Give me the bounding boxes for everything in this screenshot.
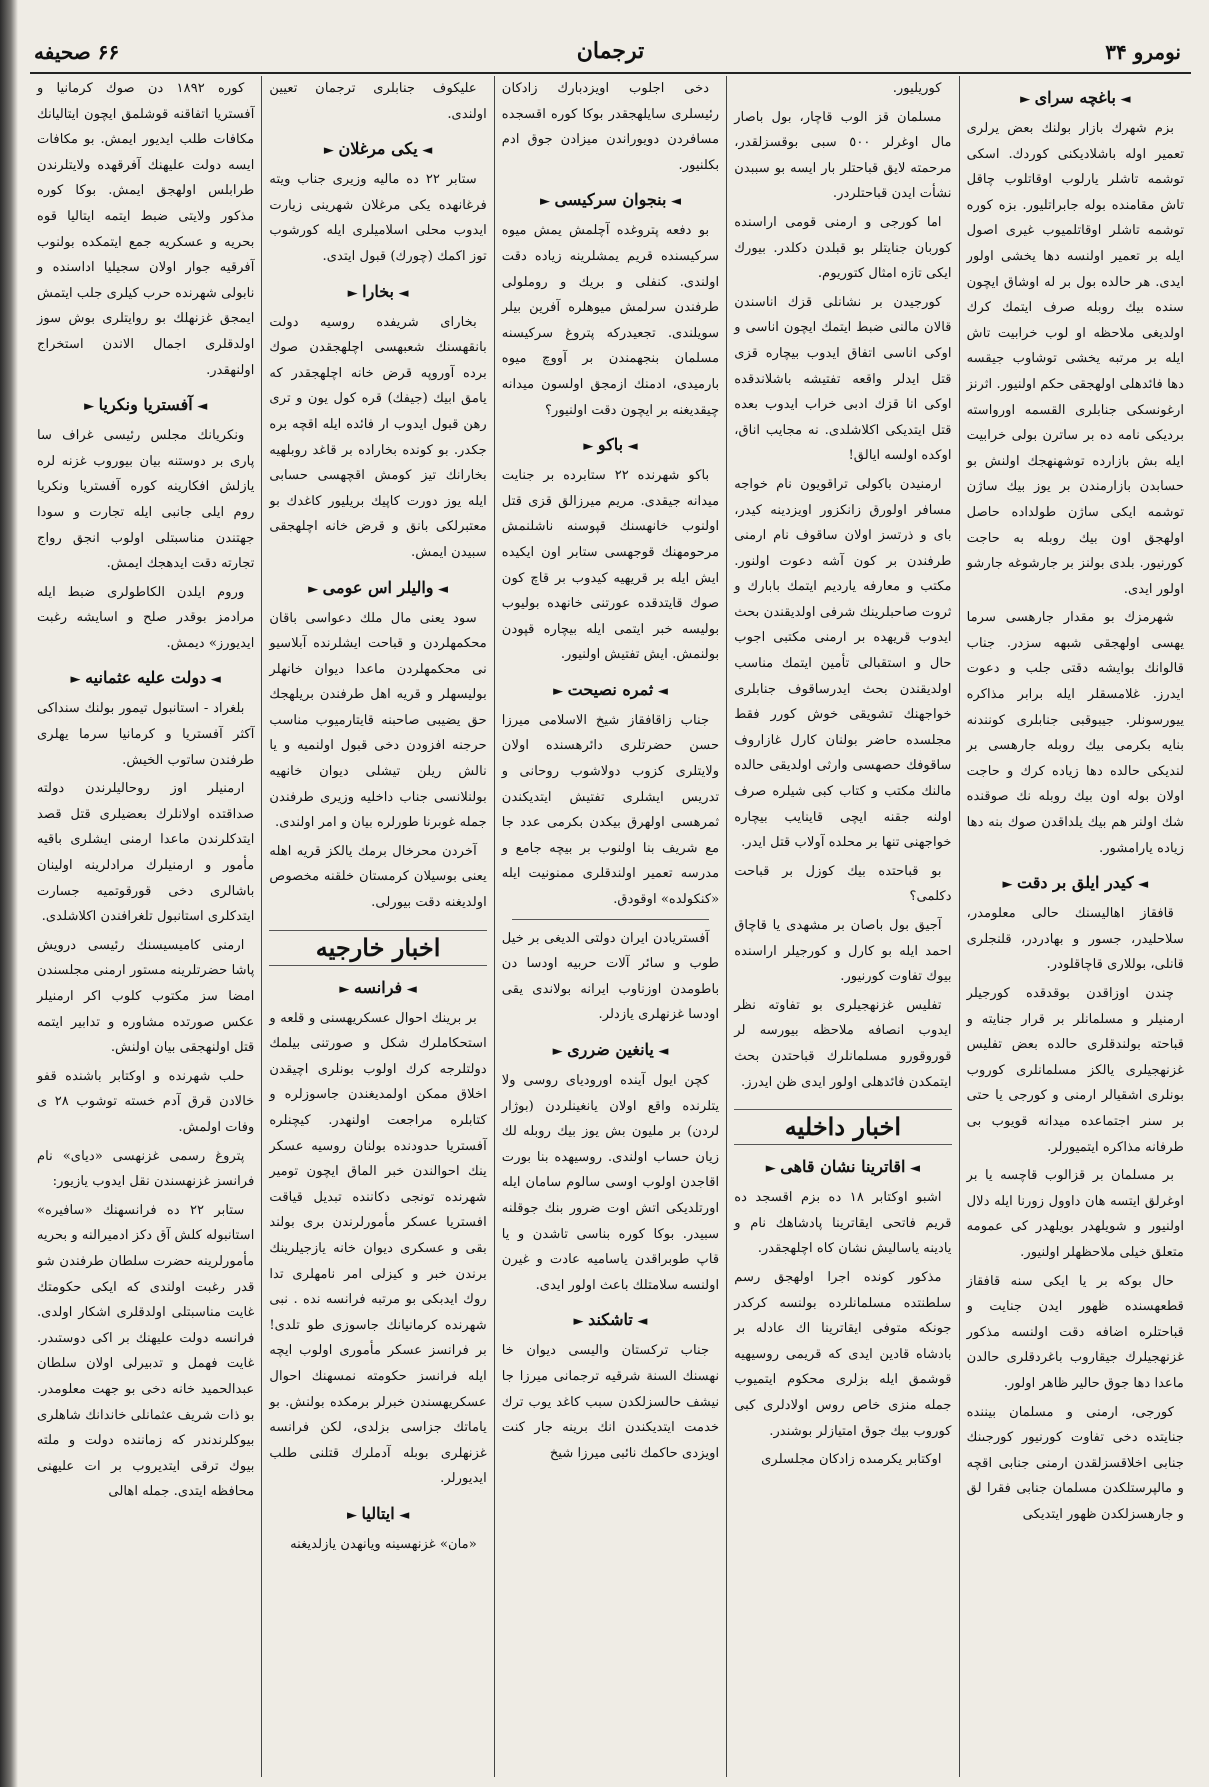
ornament-icon: ◄ [433, 581, 449, 597]
article-paragraph: عليكوف جنابلرى ترجمان تعيين اولندى. [269, 81, 487, 122]
section-heading [269, 137, 486, 163]
article-paragraph: بلغراد - استانبول تيمور بولنك سنداكى آكثر آفستريا و كرمانيا سرما يهلرى طرفندن ساتوب الخيش. [36, 701, 255, 768]
ornament-icon: ◄ [653, 683, 668, 699]
ornament-icon: ► [70, 672, 86, 688]
section-heading [734, 1155, 951, 1181]
section-heading-text: كيدر ايلق بر دقت [1017, 873, 1134, 893]
ornament-icon: ◄ [192, 399, 208, 415]
article-paragraph: كوره ١٨٩٢ دن صوك كرمانيا و آفستريا اتفاقنه قوشلمق ايچون ايتاليانك مكافات طلب ايديور ايمش. بو مكافات ايسه دولت عليهنك آفرقهده ولايتلرندن طرابلس اولهجق ايمش. بوكا كوره مذكور ولايتى ضبط ايتمه ايتاليا قوه بحريه و عسكريه جمع ايتمكده بولنوب آفرقيه جوار اولان سجيليا اداسنده و نابولى شهرنده حرب كيلرى جلب ايتمش ايمجق غزنهلك بو روايتلرى بوش سوز اولدقلرى اجمال الاندن استخراج اولنهقدر. [36, 81, 255, 378]
ornament-icon: ► [553, 683, 568, 699]
divider [512, 919, 709, 920]
section-heading [37, 393, 254, 419]
article-paragraph: كورجى، ارمنى و مسلمان بيننده جنايتده دخى تفاوت كورنيور كورجىنك جنابى اخلاقسزلقدن ارمنى جنابى اقچه و مالپرستلكدن مسلمان جنابى فقرا لق و جارهسزلكدن ظهور ايتديكى [966, 1404, 1184, 1522]
ornament-icon: ◄ [393, 285, 409, 301]
section-heading [269, 280, 486, 306]
article-paragraph: «مان» غزنهسينه ويانهدن يازلديغنه [290, 1536, 477, 1552]
column-2 [726, 76, 958, 1777]
article-paragraph: بر برينك احوال عسكريهسنى و قلعه و استحكاملرك شكل و صورتنى بيلمك دولتلرجه كرك اولوب بونلرى اچيقدن اخلاق ممكن اولمديغندن جاسوزلره و كتابلره مراجعت اولنهدر. كيچنلره آفستريا حدودنده بولنان روسيه عسكر ينك احوالندن خبر الماق ايچون تومير شهرنده تونجى دكاننده تبديل قياقت افستريا عسكر مأمورلرندن برى بولند بقى و عسكرى ديوان خانه يازجيلرينك برندن خبر و كيزلى امر نامهلرى تدا روك ايدبكى بو مرتبه فرانسه نده . نبى شهرنده كرمانيانك جاسوزى طو تلدى! بر فرانسز عسكر مأمورى اولوب ايچه ايله فرانسز حكومته نمسهنك احوال عسكريهسندن خبرلر برمكده بولنش. بو ياماتك جزاسى بزلدى، لكن فرانسه غزنهلرى بوبله آدملرك قتلنى طلب ايديورلر. [269, 1010, 487, 1487]
article-paragraph: سود يعنى مال ملك دعواسى باقان محكمهلردن و قباحت ايشلرنده آبلاسيو نى محكمهلردن ماعدا ديوان خانهلر بوليسهلر و قريه اهل طرفندن بريلهجك حق يضيبى صاحبنه قايتارميوب مناسب حرجنه افزودن دخى قبول اولنميه و يا نالش ريلن تيشلى ديوان خانهيه بولنلانسى جناب داخليه وزيرى طرفندن جمله غوبرنا طورلره بيان و امر اولندى. [269, 610, 487, 831]
article-paragraph: بو قباحتده بيك كوزل بر قباحت دكلمى؟ [734, 863, 952, 905]
article-paragraph: آجيق بول باصان بر مشهدى يا قاچاق احمد ايله بو كارل و كورجيلر اراسنده بيوك تفاوت كورنيور. [734, 918, 952, 985]
article-paragraph: بزم شهرك بازار بولنك بعض يرلرى تعمير اوله باشلاديكنى كوردك. اسكى توشمه تاشلر يارلوب اوقاتلوب چاقل تاش مقامنده بوله جابراتليور. بزه كوره توشمه تاشلر اوقاتلميوب غيرى اصول ايله بر تعمير اولنسه دها يخشى اولور ايدى. هر حالده بول بر له اوشاق ايچون سنده بيك روبله صرف ايتمك كرك اولديغى ملاحظه او لوب خرابيت تاش ايله بر مرتبه يخشى توشاوب جيقسه دها فائدهلى اولهجقى حكم اولنيور. اثرنز ارغونسكى جنابلرى القسمه اورواسته برديكى نامه ده بر ساترن بولى خرابيت ايله بش بازارده توشهنهجك اولنش بو حسابدن بازارمندن بر يوز بيك ساژن توشمه ايكى ساژن طولداده حاصل اولهجق اون بيك روبله به حاجت كورنيور. بلدى بولنز بر جارشوغه جارشو اولور ايدى. [966, 121, 1184, 597]
section-heading-text: تاشكند [588, 1310, 633, 1330]
article-paragraph: آخردن محرخال برمك يالكز قريه اهله يعنى بوسيلان كرمستان خلقنه مخصوص اولديغنه دقت بيورلى. [269, 843, 487, 911]
article-paragraph: ارمنيلر اوز روحاليلرندن دولته صداقتده اولانلرك بعضيلرى قتل قصد ايتدكلرندن ماعدا ارمنى ايشلرى باقيه مأمور و ارمنيلرك مرادلرينه اولينان باشالرى دخى قورقوتميه جسارت ايتدكلرى استانبول تلغرافندن اكلاشلدى. [36, 781, 255, 925]
article-paragraph: باكو شهرنده ٢٢ ستابرده بر جنايت ميدانه جيقدى. مريم ميرزالق قزى قتل اولنوب خانهسنك قپوسنه ناشلنمش مرحومهنك قوجهسى ستابر اون ايكيده ايش ايله بر قريهيه كيدوب بر قاچ كون صوك قايتدقده عورتنى خانهده بوليوب بوليسه خبر ايتمى ايله بيچاره قپودن بولنمش. ايش تفتيش اولنيور. [501, 468, 720, 663]
section-heading-text: ثمره نصيحت [567, 679, 654, 699]
major-section-heading: اخبار داخليه [734, 1109, 951, 1145]
section-heading [967, 86, 1184, 112]
article-paragraph: پتروغ رسمى غزنهسى «دياى» نام فرانسز غزنهسندن نقل ايدوب يازيور: [36, 1148, 255, 1190]
section-heading-text: بخارا [362, 281, 394, 301]
ornament-icon: ◄ [394, 1507, 410, 1523]
article-paragraph: ارمنى كاميسيسنك رئيسى درويش پاشا حضرتلرينه مستور ارمنى مجلسندن امضا سز مكتوب كلوب اكر ارمنيلر عكس صورتده مشاوره و تدابير ايتمه قتل اولنهجقى بيان اولنش. [36, 937, 255, 1056]
ornament-icon: ◄ [417, 143, 433, 159]
article-paragraph: جناب زاقافقاز شيخ الاسلامى ميرزا حسن حضرتلرى دائرهسنده اولان ولايتلرى كزوب دولاشوب روحانى و تدريس ايشلرى تفتيش ايتديكندن ثمرهسى اولهرق بيكدن بكرمى عدد جا مع شريف بنا اولنوب بر بيچه جامع و مدرسه تعمير اولندقلرى ممنونيت ايله «كنكولده» اوقودق. [501, 712, 720, 908]
column-5 [30, 76, 261, 1777]
column-1 [959, 76, 1191, 1777]
section-heading [37, 666, 254, 692]
section-heading-text: اقاترينا نشان قاهى [780, 1157, 906, 1177]
ornament-icon: ◄ [666, 194, 681, 210]
article-paragraph: حال بوكه بر يا ايكى سنه قافقاز قطعهسنده ظهور ايدن جنايت و قباحتلره اضافه دقت اولنسه مذكور غزنهجيلرك جيقاروب باغردقلرى حالدن ماعدا دها جوق حالير ظاهر اولور. [966, 1273, 1184, 1391]
article-paragraph: بو دفعه پتروغده آچلمش يمش ميوه سركيسنده قريم يمشلرينه زياده دقت اولندى. كنفلى و بريك و روملولى طرفندن سرلمش ميوهلره آفرين بيلر سويلندى. تجعيدركه پتروغ سركيسنه مسلمان بنجهمندن بر آووچ ميوه بارميدى، ادمنك ازمجق اولسون ميدانه چيقديغنه بر ايچون دقت اولنيور؟ [501, 223, 720, 418]
section-heading-text: فرانسه [353, 977, 403, 997]
ornament-icon: ◄ [206, 672, 221, 688]
newspaper-title: ترجمان [576, 38, 645, 64]
ornament-icon: ► [1002, 877, 1017, 893]
major-section-heading: اخبار خارجيه [269, 930, 486, 966]
ornament-icon: ► [583, 439, 598, 455]
ornament-icon: ► [346, 1507, 362, 1523]
article-paragraph: بخاراى شريفده روسيه دولت بانقهسنك شعبهسى اچلهجقدن صوك برده آوروپه قرض خانه اچلهجقدر كه يامق ابيك (جيفك) قره كول يون و ترى رهن قبول ايدوب ار فائده ايله اقچه بره جكدر. بو كونده بخاراده بر قاغد روبلهيه بخارانك تيز كومش اقچهسى حسابى ايله يوز دورت كاپيك بريليور كاغدك بو معتبرلكى بانق و قرض خانه اچلهجقى سبيدن ايمش. [269, 314, 487, 560]
article-paragraph: بر مسلمان بر قزالوب قاچسه يا بر اوغرلق ايتسه هان داوول زورنا ايله دلال اولنيور و شويلهدر بويلهدر كى عمومه متعلق خيلى ملاحظهلر اولنيور. [966, 1168, 1184, 1260]
section-heading-text: باكو [597, 435, 624, 455]
ornament-icon: ► [539, 194, 555, 210]
article-paragraph: اشبو اوكتابر ١٨ ده بزم اقسجد ده قريم فاتحى ايقاترينا پادشاهك نام و يادينه ياساليش نشان كاه اچلهجقدر. [734, 1190, 952, 1257]
article-paragraph: وروم ايلدن الكاطولرى ضبط ايله مرادمز بوقدر صلح و اسايشه رغبت ايديورز» ديمش. [36, 584, 255, 651]
section-heading-text: آفستريا ونكريا [98, 395, 193, 415]
article-paragraph: اما كورجى و ارمنى قومى اراسنده كوربان جنايتلر بو قبلدن دكلدر. بيورك ايكى تازه امثال كتوريوم. [734, 214, 952, 282]
section-heading [269, 976, 486, 1002]
section-heading [269, 1502, 486, 1528]
ornament-icon: ► [308, 581, 323, 597]
page-shadow-edge [0, 0, 18, 1787]
section-heading [502, 433, 719, 459]
section-heading [502, 1308, 719, 1334]
article-paragraph: جناب تركستان واليسى ديوان خا نهسنك السنة شرقيه ترجمانى ميرزا جا نيشف حالسزلكدن سبب كاغد يوب ترك خدمت ايتديكندن انك برينه جار كنت اويزدى حاكمك نائبى ميرزا شيخ [501, 1343, 720, 1461]
ornament-icon: ◄ [905, 1161, 921, 1177]
article-paragraph: شهرمزك بو مقدار جارهسى سرما يهسى اولهجقى شبهه سزدر. جناب قالوانك بوايشه دقتى جلب و دعوت ايدرز. غلامسقلر ايله برابر مذاكره ييورسونلر. جيبوقبى جنابلرى كونندنه بنايه بكرمى بيك روبله جارهسى بر لنديكى حالده دها زياده كرك و حاجت اولان بوله اون بيك روبله نك صوقنده شك اولنر هم بيك يلداقدن صوك بنه دها زياده يارامشور. [966, 610, 1184, 856]
article-paragraph: مذكور كونده اجرا اولهجق رسم سلطنتده مسلمانلرده بولنسه كركدر جونكه متوفى ايقاترينا اك عادله بر بادشاه قادين ايدى كه قريمى روسيهيه قوشمق ايله بزلرى محكوم ايتميوب جمله منزى خاص روس اولادلرى كبى كوروب بيك جوق امتيازلر بوشندر. [734, 1269, 952, 1439]
ornament-icon: ► [765, 1161, 781, 1177]
article-paragraph: دخى اجلوب اويزدبارك زادكان رئيسلرى سايلهجقدر بوكا كوره اقسجده مسافردن دويوراندن ميزادن جوق ادم بكلنيور. [501, 81, 720, 173]
section-heading-text: باغچه سراى [1034, 88, 1116, 107]
section-heading-text: بنجوان سركيسى [554, 190, 667, 210]
article-paragraph: ستابر ٢٢ ده ماليه وزيرى جناب ويته فرغانهده يكى مرغلان شهرينى زيارت ايدوب محلى اسلاميلرى ايله كورشوب توز اكمك (چورك) قبول ايتدى. [269, 172, 487, 264]
page-number: ۶۶ صحيفه [34, 40, 120, 64]
column-3 [494, 76, 726, 1777]
ornament-icon: ◄ [402, 981, 417, 997]
issue-number: نومرو ۳۴ [1105, 40, 1181, 64]
article-paragraph: ستابر ٢٢ ده فرانسهنك «سافيره» استانبوله كلش آق دكز ادميرالنه و بحريه مأمورلرينه حضرت سلطان طرفندن شو قدر رغبت اولندى كه ايكى حكومتك غايت مناسبتلى اولدقلرى اشكار اولدى. فرانسه دولت عليهنك بر اكى دوستىدر. غايت فهمل و تدبيرلى اولان سلطان عبدالحميد خانه دخى بو جهت معلومدر. بو ذات شريف عثمانلى خاندانك شاهلرى بيوكلرندندر كه زماننده دولت و ملته بيوك ترقى ايتديروب بر ات عليهنى محافظه ايتدى. جمله اهالى [36, 1202, 255, 1500]
section-heading [967, 871, 1184, 897]
section-heading [269, 576, 486, 602]
article-paragraph: قافقاز اهاليسنك حالى معلومدر، سلاحليدر، جسور و بهادردر، قلنجلرى قانلى، بوللارى قاچاقلودر. [966, 906, 1184, 973]
article-paragraph: چندن اوزاقدن بوقدقده كورجيلر ارمنيلر و مسلمانلر بر قرار جنايته و قباحته بولندقلرى حالده بعض تفليس غزنهجيلرى يالكز مسلمانلرى كوروب بونلرى اشقيالر ارمنى و كورجى يا حتى بر سنر اجتماعده ميدانه قويوب بى طرفانه مذاكره ايتميورلر. [966, 986, 1184, 1155]
section-heading [502, 1038, 719, 1064]
article-paragraph: مسلمان قز الوب قاچار، بول باصار مال اوغرلر ٥٠٠ سبى بوقسزلقدر، مرحمته لايق قباحتلر بار ايسه بو سببدن نشأت ايدن قباحتلردر. [734, 109, 952, 202]
article-paragraph: ونكريانك مجلس رئيسى غراف سا پارى بر دوستنه بيان بيوروب غزنه لره يازلش افكارينه كوره آفستريا ونكريا روم ايلى جانبى ايله تجارت و سودا جهتندن مناسبتلى اولوب انجق رواج تجارته دقت ايدهجك ايمش. [36, 428, 255, 572]
ornament-icon: ► [347, 285, 363, 301]
article-paragraph: كورجيدن بر نشانلى قزك اناسندن قالان مالنى ضبط ايتمك ايچون اناسى و اوكى اناسى اتفاق ايدوب بيچاره قزى قتل ايدلر واقعه تفتيشه باشلاندقده اوكى انا قزك ادبى خراب ايدوب بعده قتل ايتديكى اكلاشلدى. نه مجايب اناق، اوكده اولسه ايالق! [734, 294, 952, 464]
ornament-icon: ◄ [632, 1314, 648, 1330]
section-heading-text: واليلر اس عومى [322, 577, 434, 597]
ornament-icon: ► [339, 981, 354, 997]
ornament-icon: ◄ [653, 1044, 669, 1059]
ornament-icon: ◄ [623, 439, 638, 455]
ornament-icon: ► [1020, 92, 1035, 107]
ornament-icon: ► [573, 1314, 589, 1330]
column-4 [261, 76, 493, 1777]
section-heading-text: يانغين ضررى [567, 1040, 654, 1059]
ornament-icon: ◄ [1133, 877, 1149, 893]
article-paragraph: اوكتابر يكرمىده زادكان مجلسلرى [761, 1452, 942, 1468]
article-paragraph: آفستريادن ايران دولتى الديغى بر خيل طوب و سائر آلات حربيه اودسا دن باطومدن اوزناوب ايرانه بولاندى يقى اودسا غزنهلرى يازدلر. [501, 930, 720, 1023]
ornament-icon: ► [84, 399, 99, 415]
section-heading [502, 678, 719, 704]
article-paragraph: ارمنيدن باكولى تراقويون نام خواجه مسافر اولورق زانكزور اويزدينه كيدر، باى و ذرتسز اولان ساقوف نام ارمنى طرفندن بر كون آشه دعوت اولنور. مكتب و معارفه يارديم ايتمك بابارك و ثروت صاحبلرينك شرفى اولديقندن بحث ايدوب قريهده بر ارمنى مكتبى اجوب حال و استقبالى تأمين ايتمك مناسب اولديقندن بحث ايدرساقوف جنابلرى خواجهنك تشويقى خوش كورر فقط مجلسده حاضر بولنان كارل غازاروف ساقوفك حصهسى وارثى اولديقى حالده مالنك مكتب و كتاب كبى شيلره صرف اولنه جقنه ايچى قاينايب بيچاره خواجهنى تنها بر محلده آولاب قتل ايدر. [734, 476, 952, 851]
section-heading [502, 188, 719, 214]
section-heading-text: يكى مرغلان [338, 139, 418, 159]
article-paragraph: كوريليور. [892, 81, 942, 96]
article-paragraph: كچن ايول آينده اورودياى روسى ولا يتلرنده واقع اولان يانغينلردن (بوژار لردن) بر مليون بش يوز بيك روبله لك زيان حساب اولندى. روسيهده بنا بورت اقاجدن اولوب اوسى سالوم سامان ايله اورتلديكى اتش اوت ضرور بنك جوقلنه سبيدر. بوكا كوره بناسى تاشدن و يا قاپ طوبراقدن ياساميه عادت و غيرن اولنسه سلامتلك باعث اولور ايدى. [501, 1073, 720, 1293]
ornament-icon: ► [552, 1044, 568, 1059]
article-paragraph: تفليس غزنهجيلرى بو تفاوته نظر ايدوب انصافه ملاحظه بيورسه لر قوروقورو مسلمانلرك قباحتدن بحث ايتمكدن فائدهلى اولور ايدى ظن ايدرز. [734, 997, 952, 1090]
article-columns [30, 76, 1191, 1777]
section-heading-text: ايتاليا [361, 1503, 395, 1523]
masthead [30, 34, 1191, 74]
section-heading-text: دولت عليه عثمانيه [85, 668, 207, 688]
article-paragraph: حلب شهرنده و اوكتابر باشنده قفو خالادن قرق آدم خسته توشوب ٢٨ ى وفات اولمش. [36, 1068, 255, 1135]
ornament-icon: ◄ [1115, 92, 1131, 107]
ornament-icon: ► [323, 143, 339, 159]
